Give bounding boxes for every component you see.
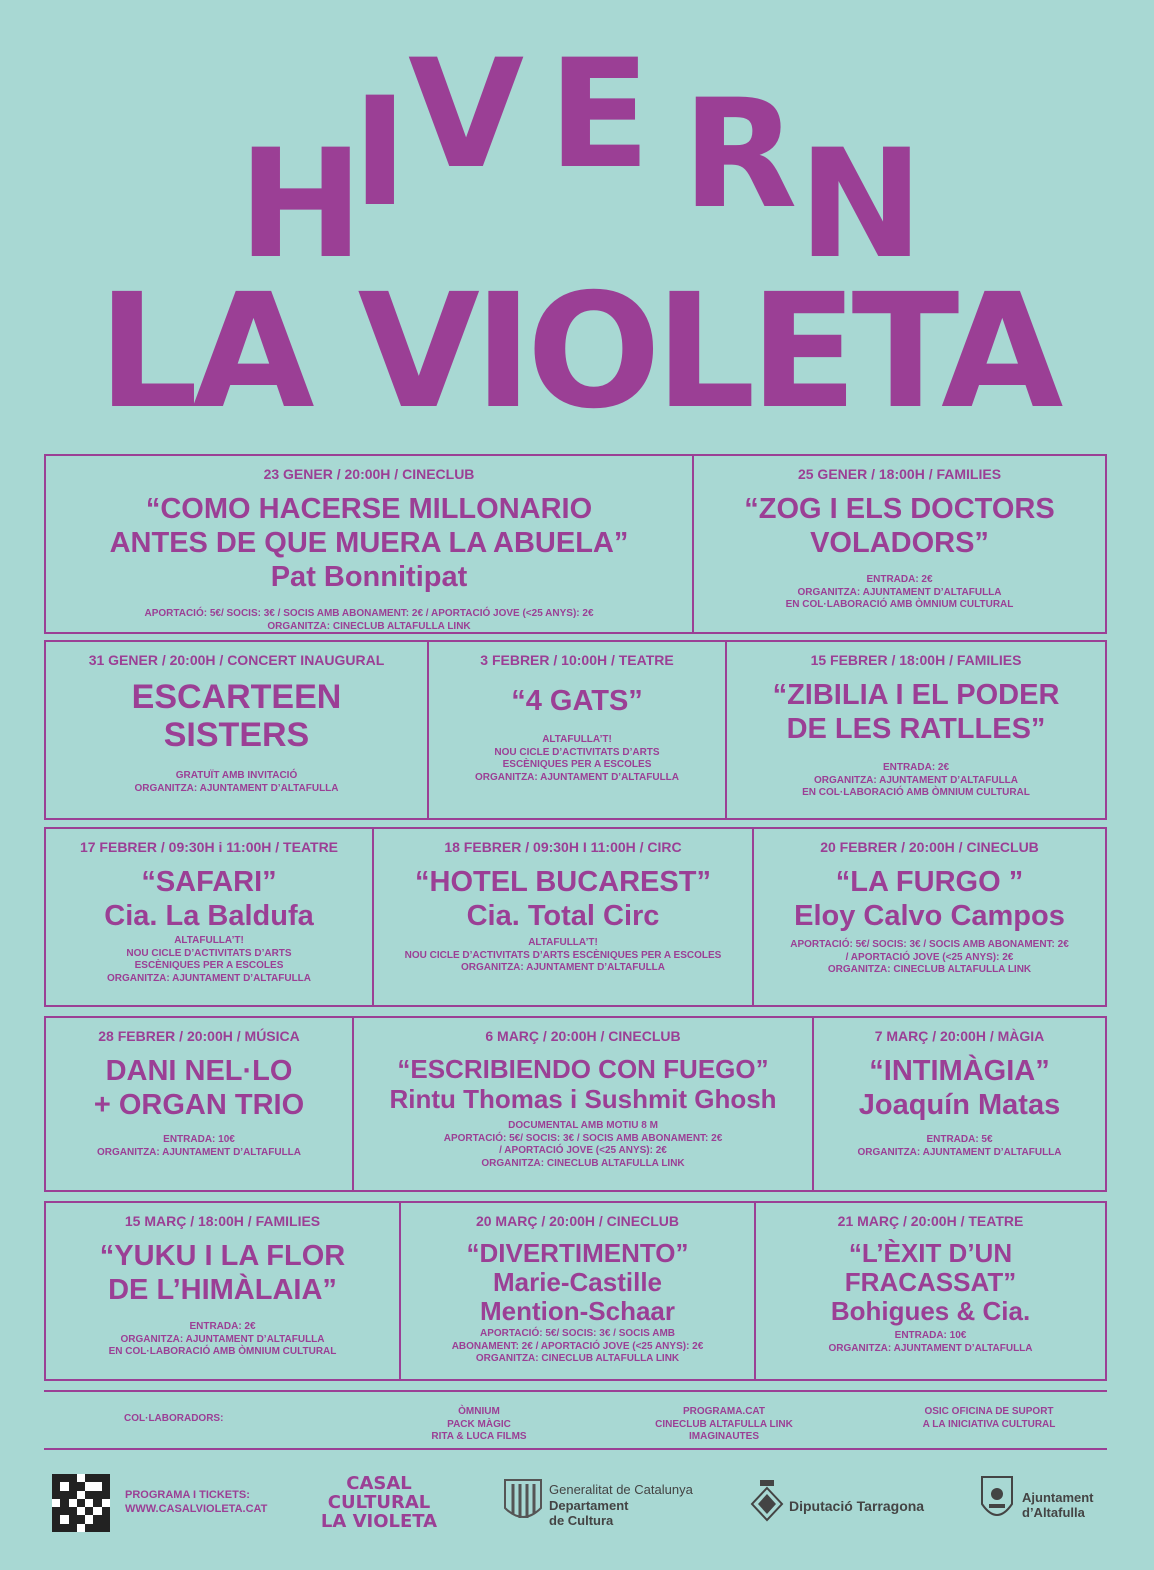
event-info: ALTAFULLA’T! NOU CICLE D’ACTIVITATS D’ARTS ESCÈNIQUES PER A ESCOLES ORGANITZA: AJUNTAMENT D’ALTAFULLA	[474, 734, 680, 783]
event-card[interactable]	[44, 456, 692, 632]
diputacio-logo-icon	[750, 1478, 784, 1524]
event-title: “LA FURGO ” Eloy Calvo Campos	[794, 866, 1065, 932]
event-card[interactable]	[399, 1203, 754, 1379]
tickets-text: PROGRAMA I TICKETS: WWW.CASALVIOLETA.CAT	[125, 1489, 268, 1515]
title-letter: I	[352, 66, 408, 240]
event-date: 15 FEBRER / 18:00H / FAMILIES	[810, 652, 1022, 668]
event-info: DOCUMENTAL AMB MOTIU 8 M APORTACIÓ: 5€/ SOCIS: 3€ / SOCIS AMB ABONAMENT: 2€ / APORTACIÓ JOVE (<25 ANYS): 2€ ORGANITZA: CINECLUB ALTAFULLA LINK	[443, 1120, 723, 1169]
event-info: APORTACIÓ: 5€/ SOCIS: 3€ / SOCIS AMB ABONAMENT: 2€ / APORTACIÓ JOVE (<25 ANYS): 2€ ORGANITZA: CINECLUB ALTAFULLA LINK	[790, 939, 1069, 975]
events-row-5	[44, 1201, 1107, 1381]
event-title: “ZIBILIA I EL PODER DE LES RATLLES”	[772, 679, 1060, 745]
diputacio-name: Diputació Tarragona	[789, 1498, 925, 1514]
event-info: ENTRADA: 5€ ORGANITZA: AJUNTAMENT D’ALTAFULLA	[857, 1134, 1062, 1158]
event-info: ENTRADA: 10€ ORGANITZA: AJUNTAMENT D’ALTAFULLA	[828, 1330, 1033, 1354]
collaborators-list: OSIC OFICINA DE SUPORT A LA INICIATIVA CULTURAL	[922, 1406, 1056, 1430]
event-title: “YUKU I LA FLOR DE L’HIMÀLAIA”	[99, 1240, 346, 1306]
event-date: 25 GENER / 18:00H / FAMILIES	[797, 466, 1002, 482]
title-letter: N	[798, 118, 924, 292]
event-title: “L’ÈXIT D’UN FRACASSAT” Bohigues & Cia.	[830, 1238, 1031, 1326]
ajuntament-shield-icon	[979, 1474, 1015, 1526]
event-title: “ZOG I ELS DOCTORS VOLADORS”	[744, 493, 1055, 559]
event-card[interactable]	[44, 1203, 399, 1379]
event-title: “SAFARI” Cia. La Baldufa	[104, 866, 314, 932]
ajuntament-name: Ajuntament d’Altafulla	[1022, 1490, 1094, 1520]
events-row-2	[44, 640, 1107, 820]
event-title: “HOTEL BUCAREST” Cia. Total Circ	[415, 866, 711, 932]
title-letter: R	[682, 68, 798, 242]
casal-cultural-logo: CASAL CULTURAL LA VIOLETA	[320, 1473, 438, 1532]
qr-code-icon[interactable]	[52, 1474, 110, 1532]
event-date: 20 FEBRER / 20:00H / CINECLUB	[820, 839, 1039, 855]
sponsors-footer	[0, 1466, 1154, 1546]
event-info: ENTRADA: 10€ ORGANITZA: AJUNTAMENT D’ALTAFULLA	[96, 1134, 302, 1158]
event-date: 21 MARÇ / 20:00H / TEATRE	[837, 1213, 1024, 1229]
event-date: 17 FEBRER / 09:30H i 11:00H / TEATRE	[79, 839, 339, 855]
events-row-3	[44, 827, 1107, 1007]
event-info: ENTRADA: 2€ ORGANITZA: AJUNTAMENT D’ALTAFULLA EN COL·LABORACIÓ AMB ÒMNIUM CULTURAL	[108, 1321, 337, 1357]
event-card[interactable]	[372, 829, 752, 1005]
event-title: “COMO HACERSE MILLONARIO ANTES DE QUE MUERA LA ABUELA” Pat Bonnitipat	[109, 493, 629, 593]
event-info: APORTACIÓ: 5€/ SOCIS: 3€ / SOCIS AMB ABONAMENT: 2€ / APORTACIÓ JOVE (<25 ANYS): 2€ ORGANITZA: CINECLUB ALTAFULLA LINK	[144, 608, 594, 632]
title-letter: H	[238, 118, 364, 292]
event-date: 3 FEBRER / 10:00H / TEATRE	[480, 652, 674, 668]
event-card[interactable]	[352, 1018, 812, 1190]
event-date: 15 MARÇ / 18:00H / FAMILIES	[124, 1213, 321, 1229]
event-info: ALTAFULLA’T! NOU CICLE D’ACTIVITATS D’ARTS ESCÈNIQUES PER A ESCOLES ORGANITZA: AJUNTAMENT D’ALTAFULLA	[106, 935, 312, 984]
event-title: “4 GATS”	[511, 685, 643, 717]
generalitat-name: Generalitat de Catalunya	[549, 1482, 693, 1497]
event-info: ALTAFULLA’T! NOU CICLE D’ACTIVITATS D’ARTS ESCÈNIQUES PER A ESCOLES ORGANITZA: AJUNTAMENT D’ALTAFULLA	[404, 937, 722, 973]
collaborators-section	[44, 1390, 1107, 1450]
event-info: APORTACIÓ: 5€/ SOCIS: 3€ / SOCIS AMB ABONAMENT: 2€ / APORTACIÓ JOVE (<25 ANYS): 2€ ORGANITZA: CINECLUB ALTAFULLA LINK	[451, 1328, 704, 1364]
event-date: 23 GENER / 20:00H / CINECLUB	[263, 466, 475, 482]
title-letter: E	[548, 28, 651, 202]
events-row-4	[44, 1016, 1107, 1192]
event-info: ENTRADA: 2€ ORGANITZA: AJUNTAMENT D’ALTAFULLA EN COL·LABORACIÓ AMB ÒMNIUM CULTURAL	[802, 762, 1030, 798]
collaborators-list: ÒMNIUM PACK MÀGIC RITA & LUCA FILMS	[431, 1406, 527, 1442]
event-card[interactable]	[44, 1018, 352, 1190]
event-date: 20 MARÇ / 20:00H / CINECLUB	[475, 1213, 680, 1229]
event-card[interactable]	[692, 456, 1107, 632]
event-date: 28 FEBRER / 20:00H / MÚSICA	[98, 1028, 300, 1044]
event-card[interactable]	[725, 642, 1107, 818]
title-la-violeta: LA VIOLETA	[97, 260, 1058, 444]
event-card[interactable]	[754, 1203, 1107, 1379]
event-info: GRATUÏT AMB INVITACIÓ ORGANITZA: AJUNTAMENT D’ALTAFULLA	[134, 770, 339, 794]
event-date: 18 FEBRER / 09:30H I 11:00H / CIRC	[444, 839, 682, 855]
event-card[interactable]	[812, 1018, 1107, 1190]
event-title: “INTIMÀGIA” Joaquín Matas	[858, 1055, 1061, 1121]
events-row-1	[44, 454, 1107, 634]
collaborators-label: COL·LABORADORS:	[124, 1413, 224, 1424]
event-card[interactable]	[752, 829, 1107, 1005]
event-title: “ESCRIBIENDO CON FUEGO” Rintu Thomas i Sushmit Ghosh	[389, 1054, 777, 1114]
collaborators-list: PROGRAMA.CAT CINECLUB ALTAFULLA LINK IMAGINAUTES	[655, 1406, 793, 1442]
event-title: “DIVERTIMENTO” Marie-Castille Mention-Schaar	[466, 1238, 689, 1326]
event-date: 31 GENER / 20:00H / CONCERT INAUGURAL	[88, 652, 385, 668]
generalitat-logo-icon	[503, 1478, 543, 1526]
event-card[interactable]	[427, 642, 725, 818]
generalitat-dept: Departament de Cultura	[549, 1498, 629, 1528]
event-date: 7 MARÇ / 20:00H / MÀGIA	[874, 1028, 1045, 1044]
event-date: 6 MARÇ / 20:00H / CINECLUB	[485, 1028, 681, 1044]
event-title: ESCARTEEN SISTERS	[131, 678, 342, 754]
title-letter: V	[408, 28, 525, 202]
event-card[interactable]	[44, 642, 427, 818]
event-title: DANI NEL·LO + ORGAN TRIO	[93, 1055, 305, 1121]
event-info: ENTRADA: 2€ ORGANITZA: AJUNTAMENT D’ALTAFULLA EN COL·LABORACIÓ AMB ÒMNIUM CULTURAL	[785, 574, 1014, 610]
event-card[interactable]	[44, 829, 372, 1005]
